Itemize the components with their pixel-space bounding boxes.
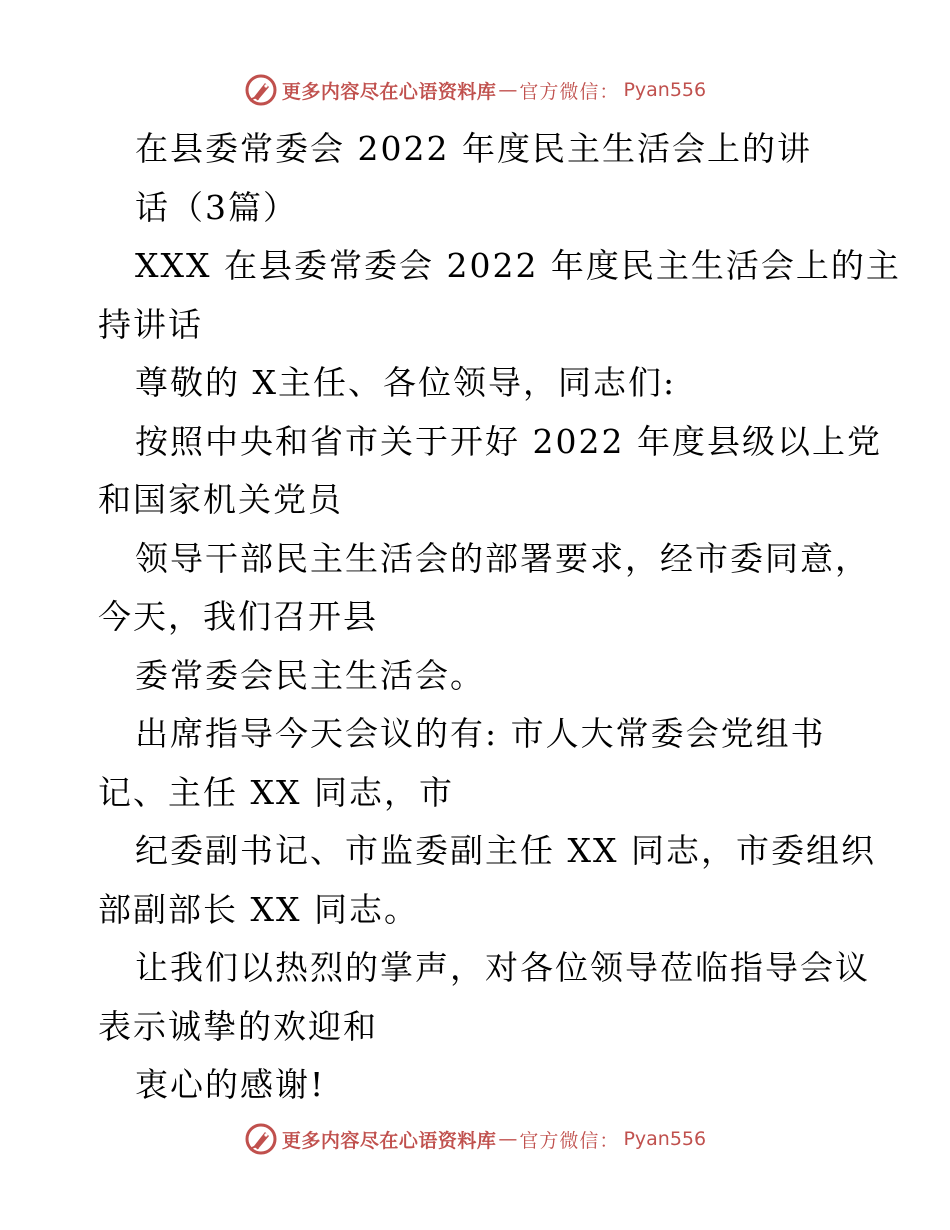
- title-line-1: 在县委常委会 2022 年度民主生活会上的讲: [135, 129, 812, 168]
- body-line: 衷心的感谢!: [135, 1065, 326, 1104]
- body-line: 按照中央和省市关于开好 2022 年度县级以上党: [135, 421, 882, 461]
- header-watermark: [0, 70, 950, 110]
- body-line: 记、主任 XX 同志，市: [98, 772, 454, 812]
- pen-nib-logo-icon: [244, 73, 278, 107]
- watermark-dash: —: [498, 79, 518, 101]
- document-body: [98, 120, 901, 1115]
- body-line: 和国家机关党员: [98, 480, 343, 519]
- watermark-main-text: 更多内容尽在心语资料库: [281, 80, 497, 103]
- watermark-official-label: 官方微信：: [519, 80, 620, 103]
- footer-watermark: [0, 1119, 950, 1159]
- body-line: 纪委副书记、市监委副主任 XX 同志，市委组织: [135, 831, 876, 870]
- watermark-main-text: 更多内容尽在心语资料库: [281, 1129, 497, 1152]
- title-line-2: 话（3篇）: [135, 187, 298, 227]
- body-line: 让我们以热烈的掌声，对各位领导莅临指导会议: [135, 948, 870, 987]
- body-line: 领导干部民主生活会的部署要求，经市委同意，: [135, 538, 870, 578]
- body-line: 表示诚挚的欢迎和: [98, 1006, 378, 1046]
- body-line: 委常委会民主生活会。: [135, 655, 485, 695]
- subtitle-line-2: 持讲话: [98, 304, 203, 344]
- pen-nib-logo-icon: [244, 1122, 278, 1156]
- watermark-wechat-id: Pyan556: [623, 1128, 707, 1150]
- watermark-wechat-id: Pyan556: [623, 79, 707, 101]
- watermark-official-label: 官方微信：: [519, 1129, 620, 1152]
- body-line: 出席指导今天会议的有: 市人大常委会党组书: [135, 714, 826, 753]
- body-line: 部副部长 XX 同志。: [98, 889, 419, 929]
- body-line: 今天，我们召开县: [98, 597, 378, 636]
- watermark-dash: —: [498, 1128, 518, 1150]
- subtitle-line-1: XXX 在县委常委会 2022 年度民主生活会上的主: [135, 246, 901, 285]
- salutation-line: 尊敬的 X主任、各位领导，同志们:: [135, 363, 677, 402]
